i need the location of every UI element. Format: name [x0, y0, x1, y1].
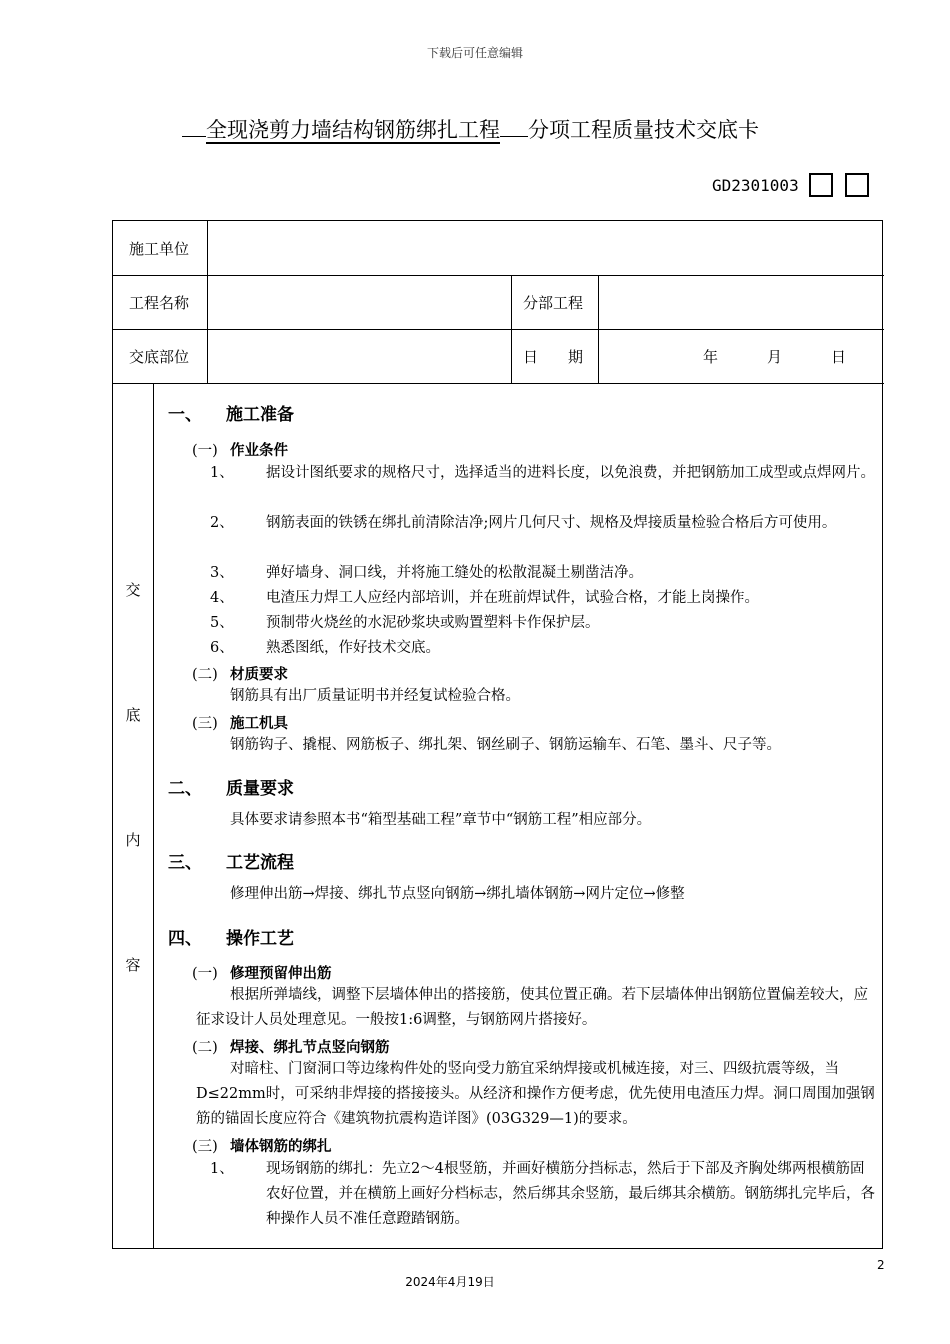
page-number: 2 — [877, 1258, 885, 1272]
row-divider-3 — [113, 383, 884, 384]
section-1-heading: 一、 施工准备 — [168, 405, 294, 425]
side-label-char-4: 容 — [125, 956, 141, 974]
s1-item-4: 4、 电渣压力焊工人应经内部培训，并在班前焊试件，试验合格，才能上岗操作。 — [210, 590, 759, 606]
section-4-sub2-heading: (二) 焊接、绑扎节点竖向钢筋 — [192, 1040, 390, 1056]
s1-item-5: 5、 预制带火烧丝的水泥砂浆块或购置塑料卡作保护层。 — [210, 615, 600, 631]
s1-item-3: 3、 弹好墙身、洞口线，并将施工缝处的松散混凝土剔凿洁净。 — [210, 565, 643, 581]
header-note: 下载后可任意编辑 — [426, 46, 523, 60]
page-title — [182, 114, 759, 144]
s4-item-1: 1、 现场钢筋的绑扎：先立2～4根竖筋，并画好横筋分挡标志，然后于下部及齐胸处绑两根横筋固农好位置，并在横筋上画好分档标志，然后绑其余竖筋，最后绑其余横筋。钢筋绑扎完毕后，各种操作人员不准任意蹬踏钢筋。 — [210, 1161, 875, 1227]
section-3-heading: 三、 工艺流程 — [168, 853, 294, 873]
date-year: 年 — [703, 348, 719, 366]
title-project-name: 全现浇剪力墙结构钢筋绑扎工程 — [206, 118, 500, 142]
checkbox-1[interactable] — [809, 173, 833, 197]
s3-text: 修理伸出筋→焊接、绑扎节点竖向钢筋→绑扎墙体钢筋→网片定位→修整 — [230, 886, 685, 902]
document-code-row — [712, 173, 869, 197]
title-underline-right — [500, 135, 528, 137]
project-name-label: 工程名称 — [129, 294, 190, 312]
col-divider-mid — [511, 275, 512, 383]
s1-item-2: 2、 钢筋表面的铁锈在绑扎前清除洁净;网片几何尺寸、规格及焊接质量检验合格后方可使用。 — [210, 515, 837, 531]
date-day: 日 — [831, 348, 847, 366]
date-month: 月 — [767, 348, 783, 366]
section-4-sub3-heading: (三) 墙体钢筋的绑扎 — [192, 1139, 332, 1155]
row-divider-1 — [113, 275, 884, 276]
row-divider-2 — [113, 329, 884, 330]
section-4-sub1-heading: (一) 修理预留伸出筋 — [192, 966, 332, 982]
s1-item-6: 6、 熟悉图纸，作好技术交底。 — [210, 640, 440, 656]
disclosure-part-label: 交底部位 — [129, 348, 190, 366]
title-suffix: 分项工程质量技术交底卡 — [528, 118, 759, 142]
s1-sub3-text: 钢筋钩子、撬棍、网筋板子、绑扎架、钢丝刷子、钢筋运输车、石笔、墨斗、尺子等。 — [230, 737, 781, 753]
col-divider-mid2 — [598, 275, 599, 383]
document-code: GD2301003 — [712, 175, 799, 195]
footer-date: 2024年4月19日 — [405, 1275, 495, 1289]
col-divider-label — [207, 221, 208, 383]
col-divider-side — [153, 383, 154, 1249]
title-underline-left — [182, 135, 206, 137]
side-label-char-2: 底 — [125, 706, 141, 724]
side-label-char-3: 内 — [125, 831, 141, 849]
section-1-sub3-heading: (三) 施工机具 — [192, 716, 288, 732]
side-label-char-1: 交 — [125, 581, 141, 599]
s4-sub2-text: 对暗柱、门窗洞口等边缘构件处的竖向受力筋宜采纳焊接或机械连接，对三、四级抗震等级，当D≤22mm时，可采纳非焊接的搭接接头。从经济和操作方便考虑，优先使用电渣压力焊。洞口周围加强钢筋的锚固长度应符合《建筑物抗震构造详图》(03G329—1)的要求。 — [196, 1061, 875, 1127]
disclosure-form-table — [112, 220, 883, 1249]
s1-item-1: 1、 据设计图纸要求的规格尺寸，选择适当的进料长度，以免浪费，并把钢筋加工成型或点焊网片。 — [210, 465, 875, 481]
section-2-heading: 二、 质量要求 — [168, 779, 294, 799]
section-1-sub2-heading: (二) 材质要求 — [192, 667, 288, 683]
construction-unit-label: 施工单位 — [129, 240, 190, 258]
division-label: 分部工程 — [523, 294, 584, 312]
s4-sub1-text: 根据所弹墙线，调整下层墙体伸出的搭接筋，使其位置正确。若下层墙体伸出钢筋位置偏差较大，应征求设计人员处理意见。一般按1:6调整，与钢筋网片搭接好。 — [196, 987, 868, 1028]
section-4-heading: 四、 操作工艺 — [168, 929, 294, 949]
section-1-sub1-heading: (一) 作业条件 — [192, 443, 288, 459]
s2-text: 具体要求请参照本书“箱型基础工程”章节中“钢筋工程”相应部分。 — [230, 812, 652, 828]
s1-sub2-text: 钢筋具有出厂质量证明书并经复试检验合格。 — [230, 688, 520, 704]
checkbox-2[interactable] — [845, 173, 869, 197]
date-label: 日 期 — [523, 348, 584, 366]
